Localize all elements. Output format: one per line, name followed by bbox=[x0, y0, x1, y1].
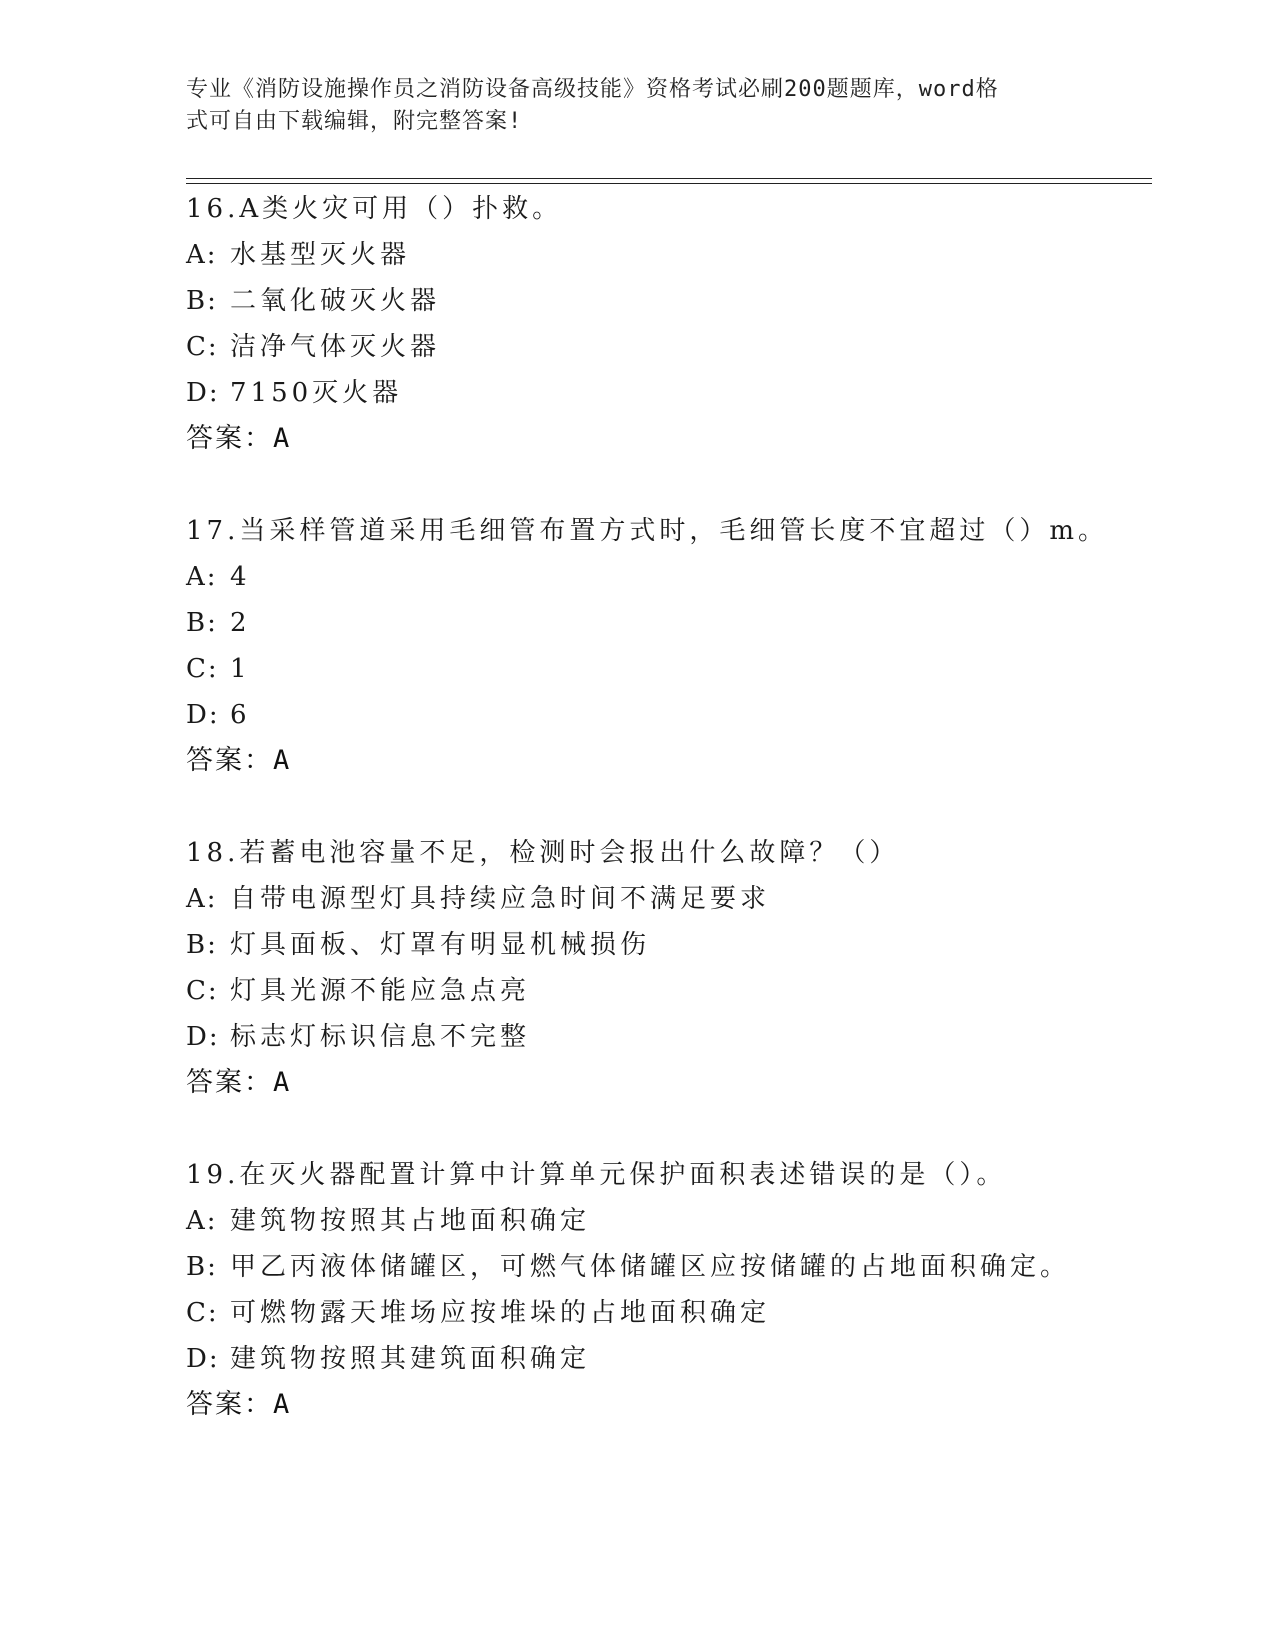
answer-line bbox=[186, 738, 1152, 784]
option-text: 灯具光源不能应急点亮 bbox=[230, 976, 531, 1006]
option-key: A: bbox=[186, 240, 218, 270]
answer-value: A bbox=[273, 1067, 292, 1098]
option-b bbox=[186, 278, 1152, 324]
answer-line bbox=[186, 416, 1152, 462]
option-a bbox=[186, 876, 1152, 922]
answer-value: A bbox=[273, 745, 292, 776]
option-b bbox=[186, 600, 1152, 646]
option-a bbox=[186, 1198, 1152, 1244]
option-text: 甲乙丙液体储罐区，可燃气体储罐区应按储罐的占地面积确定。 bbox=[230, 1252, 1071, 1282]
option-text: 二氧化破灭火器 bbox=[230, 286, 441, 316]
option-key: A: bbox=[186, 884, 218, 914]
option-text: 6 bbox=[230, 700, 251, 730]
option-d bbox=[186, 692, 1152, 738]
option-text: 4 bbox=[230, 562, 251, 592]
option-key: D: bbox=[186, 1022, 220, 1052]
option-text: 1 bbox=[230, 654, 251, 684]
option-text: 标志灯标识信息不完整 bbox=[230, 1022, 531, 1052]
option-c bbox=[186, 1290, 1152, 1336]
answer-value: A bbox=[273, 423, 292, 454]
option-text: 2 bbox=[230, 608, 251, 638]
answer-label: 答案： bbox=[186, 423, 273, 454]
answer-line bbox=[186, 1060, 1152, 1106]
option-key: C: bbox=[186, 976, 219, 1006]
option-key: D: bbox=[186, 700, 220, 730]
option-key: C: bbox=[186, 654, 219, 684]
question-stem: 16.A类火灾可用（）扑救。 bbox=[186, 194, 563, 224]
option-d bbox=[186, 1336, 1152, 1382]
option-text: 建筑物按照其建筑面积确定 bbox=[230, 1344, 591, 1374]
option-text: 7150灭火器 bbox=[230, 378, 403, 408]
header-divider-bottom bbox=[186, 183, 1152, 184]
option-d bbox=[186, 1014, 1152, 1060]
option-key: B: bbox=[186, 286, 218, 316]
answer-value: A bbox=[273, 1389, 292, 1420]
header-line-1: 专业《消防设施操作员之消防设备高级技能》资格考试必刷200题题库，word格 bbox=[186, 77, 999, 102]
option-text: 灯具面板、灯罩有明显机械损伤 bbox=[230, 930, 651, 960]
answer-label: 答案： bbox=[186, 1389, 273, 1420]
option-c bbox=[186, 324, 1152, 370]
question-16 bbox=[186, 186, 1152, 462]
header-line-2: 式可自由下载编辑，附完整答案! bbox=[186, 109, 523, 134]
option-key: D: bbox=[186, 1344, 220, 1374]
option-key: A: bbox=[186, 1206, 218, 1236]
question-stem: 17.当采样管道采用毛细管布置方式时，毛细管长度不宜超过（）m。 bbox=[186, 516, 1109, 546]
option-c bbox=[186, 646, 1152, 692]
option-text: 可燃物露天堆场应按堆垛的占地面积确定 bbox=[230, 1298, 771, 1328]
option-text: 洁净气体灭火器 bbox=[230, 332, 441, 362]
header-divider-top bbox=[186, 178, 1152, 179]
question-19 bbox=[186, 1152, 1152, 1428]
answer-label: 答案： bbox=[186, 745, 273, 776]
option-b bbox=[186, 922, 1152, 968]
option-text: 水基型灭火器 bbox=[230, 240, 411, 270]
option-key: B: bbox=[186, 1252, 218, 1282]
option-d bbox=[186, 370, 1152, 416]
option-key: D: bbox=[186, 378, 220, 408]
option-a bbox=[186, 232, 1152, 278]
question-stem: 19.在灭火器配置计算中计算单元保护面积表述错误的是（）。 bbox=[186, 1160, 1007, 1190]
option-c bbox=[186, 968, 1152, 1014]
question-17 bbox=[186, 508, 1152, 784]
option-key: C: bbox=[186, 1298, 219, 1328]
question-list bbox=[186, 186, 1152, 1474]
option-text: 建筑物按照其占地面积确定 bbox=[230, 1206, 591, 1236]
option-key: B: bbox=[186, 930, 218, 960]
option-a bbox=[186, 554, 1152, 600]
question-stem: 18.若蓄电池容量不足，检测时会报出什么故障？（） bbox=[186, 838, 900, 868]
option-key: A: bbox=[186, 562, 218, 592]
option-b bbox=[186, 1244, 1152, 1290]
option-key: B: bbox=[186, 608, 218, 638]
option-text: 自带电源型灯具持续应急时间不满足要求 bbox=[230, 884, 771, 914]
question-18 bbox=[186, 830, 1152, 1106]
answer-label: 答案： bbox=[186, 1067, 273, 1098]
option-key: C: bbox=[186, 332, 219, 362]
document-header bbox=[186, 74, 1066, 138]
answer-line bbox=[186, 1382, 1152, 1428]
